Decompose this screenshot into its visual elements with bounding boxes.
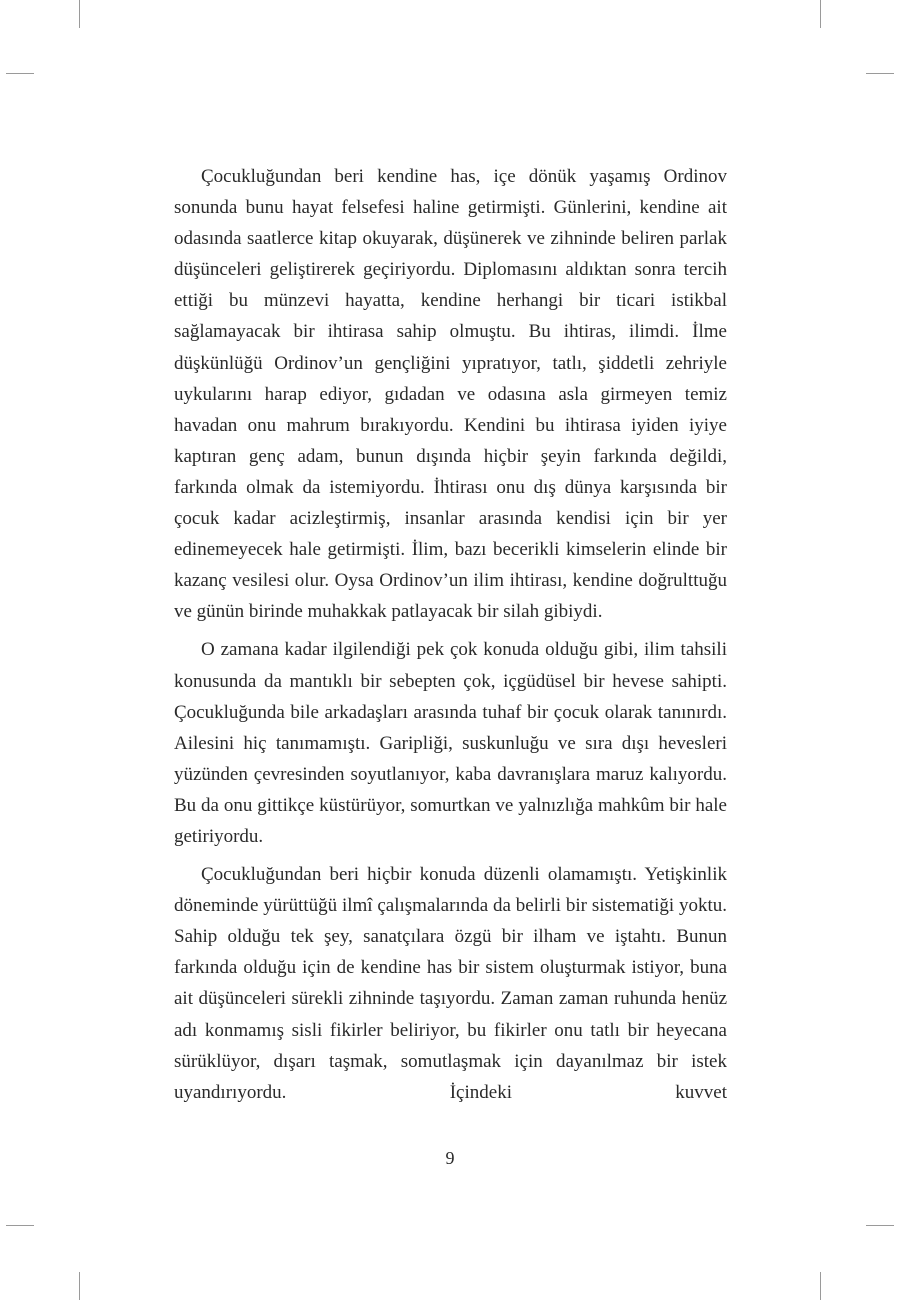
- crop-mark-top-left-vertical: [79, 0, 80, 28]
- crop-mark-bottom-right-vertical: [820, 1272, 821, 1300]
- crop-mark-bottom-left-horizontal: [6, 1225, 34, 1226]
- crop-mark-bottom-right-horizontal: [866, 1225, 894, 1226]
- paragraph-1: Çocukluğundan beri kendine has, içe dönük yaşamış Ordinov sonunda bunu hayat felsefesi haline getirmişti. Günlerini, kendine ait odasında saatlerce kitap okuyarak, düşünerek ve zihninde beliren parlak düşünceleri geliştirerek geçiriyordu. Diplomasını aldıktan sonra tercih ettiği bu münzevi hayatta, kendine herhangi bir ticari istikbal sağlamayacak bir ihtirasa sahip olmuştu. Bu ihtiras, ilimdi. İlme düşkünlüğü Ordinov’un gençliğini yıpratıyor, tatlı, şiddetli zehriyle uykularını harap ediyor, gıdadan ve odasına asla girmeyen temiz havadan onu mahrum bırakıyordu. Kendini bu ihtirasa iyiden iyiye kaptıran genç adam, bunun dışında hiçbir şeyin farkında değildi, farkında olmak da istemiyordu. İhtirası onu dış dünya karşısında bir çocuk kadar acizleştirmiş, insanlar arasında kendisi için bir yer edinemeyecek hale getirmişti. İlim, bazı becerikli kimselerin elinde bir kazanç vesilesi olur. Oysa Ordinov’un ilim ihtirası, kendine doğrulttuğu ve günün birinde muhakkak patlayacak bir silah gibiydi.: [174, 166, 727, 623]
- crop-mark-bottom-left-vertical: [79, 1272, 80, 1300]
- crop-mark-top-right-horizontal: [866, 73, 894, 74]
- paragraph-3: Çocukluğundan beri hiçbir konuda düzenli olamamıştı. Yetişkinlik döneminde yürüttüğü ilmî çalışmalarında da belirli bir sistematiği yoktu. Sahip olduğu tek şey, sanatçılara özgü bir ilham ve iştahtı. Bunun farkında olduğu için de kendine has bir sistem oluşturmak istiyor, buna ait düşünceleri sürekli zihninde taşıyordu. Zaman zaman ruhunda henüz adı konmamış sisli fikirler beliriyor, bu fikirler onu tatlı bir heyecana sürüklüyor, dışarı taşmak, somutlaşmak için dayanılmaz bir istek uyandırıyordu. İçindeki kuvvet: [174, 864, 727, 1103]
- paragraph-2: O zamana kadar ilgilendiği pek çok konuda olduğu gibi, ilim tahsili konusunda da mantıklı bir sebepten çok, içgüdüsel bir hevese sahipti. Çocukluğunda bile arkadaşları arasında tuhaf bir çocuk olarak tanınırdı. Ailesini hiç tanımamıştı. Garipliği, suskunluğu ve sıra dışı hevesleri yüzünden çevresinden soyutlanıyor, kaba davranışlara maruz kalıyordu. Bu da onu gittikçe küstürüyor, somurtkan ve yalnızlığa mahkûm bir hale getiriyordu.: [174, 639, 727, 847]
- crop-mark-top-right-vertical: [820, 0, 821, 28]
- page-number: 9: [445, 1148, 455, 1168]
- crop-mark-top-left-horizontal: [6, 73, 34, 74]
- body-text: [174, 161, 727, 1115]
